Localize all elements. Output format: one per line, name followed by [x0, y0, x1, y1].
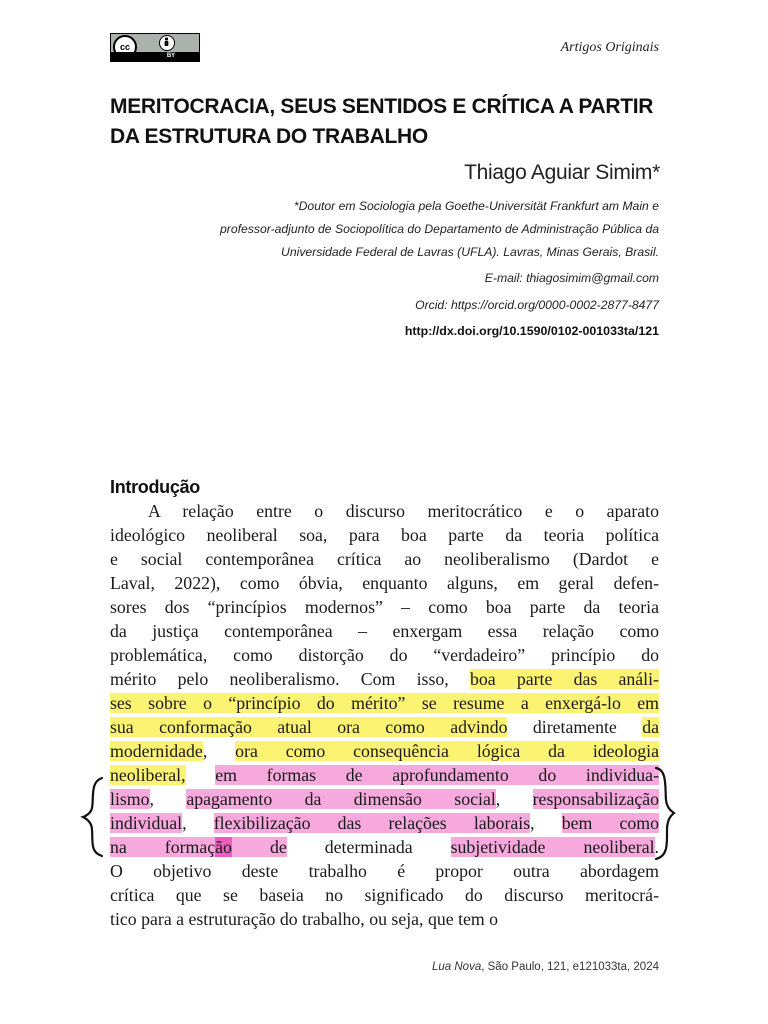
text-run: O objetivo deste trabalho é propor outra abordagem [110, 861, 659, 881]
article-title: MERITOCRACIA, SEUS SENTIDOS E CRÍTICA A PARTIR DA ESTRUTURA DO TRABALHO [110, 95, 654, 148]
body-text-line [110, 835, 659, 859]
highlight-pink: em formas de aprofundamento do individua- [215, 765, 659, 785]
body-text-line [110, 907, 659, 931]
body-text-line [110, 787, 659, 811]
cc-icon: cc [113, 35, 137, 59]
left-brace-annotation [80, 776, 110, 858]
body-text-line [110, 499, 659, 523]
highlight-pink: individual [110, 813, 183, 833]
text-run: , [530, 813, 562, 833]
text-run: A relação entre o discurso meritocrático e o aparato [148, 501, 659, 521]
body-paragraph [110, 499, 659, 931]
page-footer-citation [432, 961, 659, 973]
text-run: ideológico neoliberal soa, para boa parte da teoria política [110, 525, 659, 545]
highlight-pink: responsabilização [532, 789, 660, 809]
cc-by-license-badge [110, 33, 200, 62]
text-run: problemática, como distorção do “verdadeiro” princípio do [110, 645, 659, 665]
body-text-line [110, 547, 659, 571]
doi-link[interactable]: http://dx.doi.org/10.1590/0102-001033ta/121 [404, 324, 659, 338]
body-text-line [110, 739, 659, 763]
body-text-line [110, 595, 659, 619]
by-person-icon [159, 35, 175, 51]
text-run: diretamente [507, 717, 643, 737]
text-run: mérito pelo neoliberalismo. Com isso, [110, 669, 470, 689]
author-orcid[interactable]: Orcid: https://orcid.org/0000-0002-2877-8477 [415, 298, 659, 312]
text-run [186, 765, 216, 785]
body-text-line [110, 571, 659, 595]
text-run: e social contemporânea crítica ao neoliberalismo (Dardot e [110, 549, 659, 569]
body-text-line [110, 763, 659, 787]
affiliation-line: *Doutor em Sociologia pela Goethe-Universität Frankfurt am Main e [293, 199, 659, 213]
author-email[interactable]: E-mail: thiagosimim@gmail.com [484, 271, 659, 285]
highlight-yellow: da [642, 717, 659, 737]
body-text-line [110, 619, 659, 643]
text-run: , [202, 741, 236, 761]
highlight-pink: lismo [110, 789, 150, 809]
affiliation-line: professor-adjunto de Sociopolítica do Departamento de Administração Pública da [219, 222, 659, 236]
text-run: determinada [286, 837, 451, 857]
highlight-yellow: sua conformação atual ora como advindo [110, 717, 508, 737]
highlight-magenta: ão [215, 837, 232, 857]
body-text-line [110, 715, 659, 739]
highlight-yellow: ora como consequência lógica da ideologia [235, 741, 660, 761]
body-text-line [110, 523, 659, 547]
footer-citation-details: , São Paulo, 121, e121033ta, 2024 [481, 961, 659, 973]
body-text-line [110, 667, 659, 691]
highlight-yellow: neoliberal, [110, 765, 186, 785]
highlight-yellow: modernidade [110, 741, 203, 761]
affiliation-line: Universidade Federal de Lavras (UFLA). Lavras, Minas Gerais, Brasil. [281, 245, 659, 259]
highlight-pink: bem como [561, 813, 659, 833]
section-heading: Introdução [110, 477, 200, 497]
text-run: Laval, 2022), como óbvia, enquanto alguns, em geral defen- [110, 573, 659, 593]
body-text-line [110, 811, 659, 835]
text-run: sores dos “princípios modernos” – como boa parte da teoria [110, 597, 659, 617]
right-brace-annotation [650, 766, 680, 862]
text-run: tico para a estruturação do trabalho, ou seja, que tem o [110, 909, 499, 929]
highlight-pink: de [231, 837, 287, 857]
text-run: da justiça contemporânea – enxergam essa relação como [110, 621, 659, 641]
author-name: Thiago Aguiar Simim* [464, 161, 660, 184]
text-run: , [149, 789, 187, 809]
body-text-line [110, 859, 659, 883]
highlight-pink: na formaç [110, 837, 216, 857]
by-label: BY [166, 53, 176, 59]
body-text-line [110, 883, 659, 907]
highlight-yellow: ses sobre o “princípio do mérito” se resume a enxergá-lo em [110, 693, 659, 713]
journal-section-label: Artigos Originais [560, 40, 659, 55]
body-text-line [110, 691, 659, 715]
badge-strip [111, 52, 199, 61]
text-run: , [182, 813, 214, 833]
text-run: crítica que se baseia no significado do discurso meritocrá- [110, 885, 659, 905]
highlight-pink: apagamento da dimensão social [186, 789, 496, 809]
footer-journal-name: Lua Nova [432, 961, 482, 973]
highlight-pink: subjetividade neoliberal [450, 837, 655, 857]
body-text-line [110, 643, 659, 667]
text-run: , [495, 789, 533, 809]
text-run: . [654, 837, 659, 857]
highlight-yellow: boa parte das análi- [469, 669, 659, 689]
highlight-pink: flexibilização das relações laborais [213, 813, 531, 833]
